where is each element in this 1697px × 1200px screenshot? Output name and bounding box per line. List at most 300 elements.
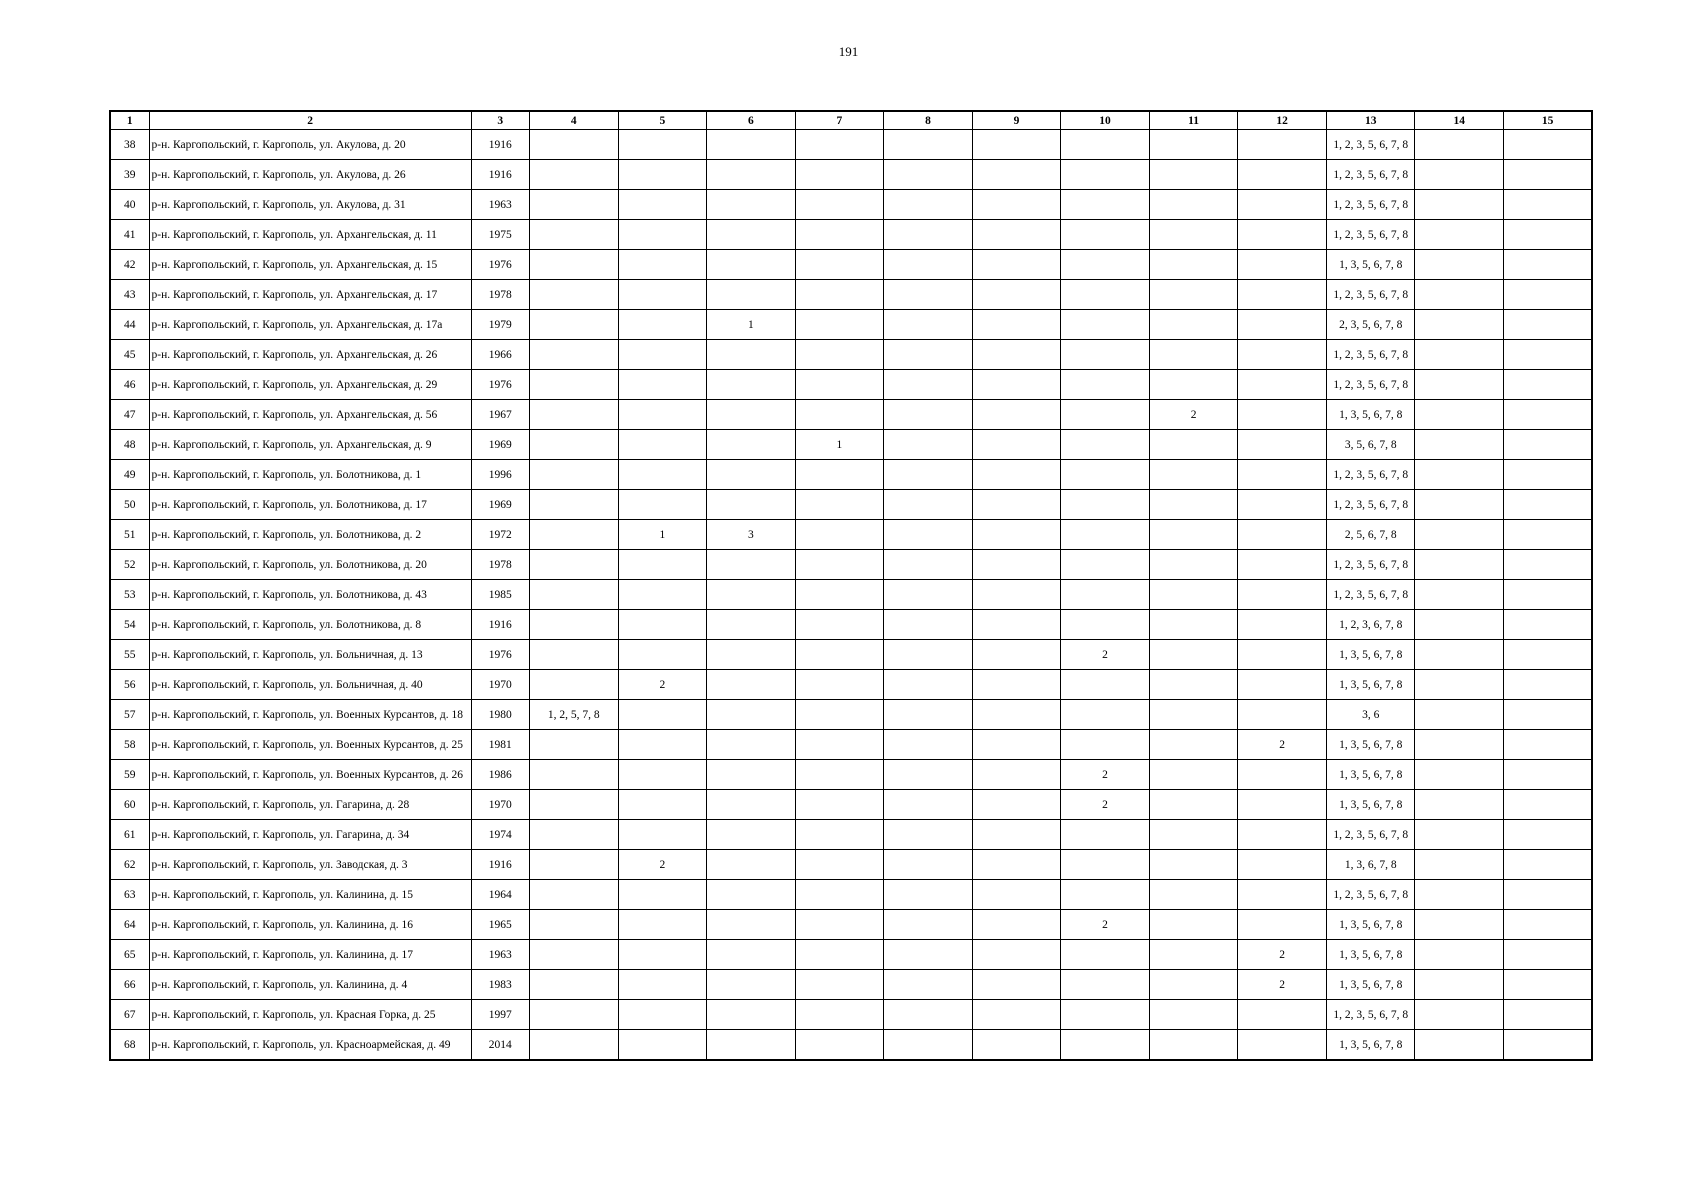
table-cell-col-14 [1415,430,1504,460]
table-cell-col-15 [1504,850,1592,880]
row-number-cell: 64 [110,910,149,940]
table-cell-col-8 [883,760,972,790]
table-cell-col-10 [1061,880,1150,910]
table-cell-col-10 [1061,820,1150,850]
year-cell: 1970 [471,790,529,820]
table-row [110,280,1592,310]
table-cell-col-12 [1238,370,1327,400]
table-row [110,910,1592,940]
year-cell: 1978 [471,550,529,580]
year-cell: 1966 [471,340,529,370]
table-cell-col-9 [972,400,1060,430]
table-cell-col-15 [1504,130,1592,160]
table-cell-col-7 [795,160,883,190]
table-cell-col-5 [618,160,706,190]
table-cell-col-12 [1238,610,1327,640]
table-cell-col-9 [972,820,1060,850]
table-cell-col-11 [1150,850,1238,880]
table-cell-col-8 [883,430,972,460]
table-cell-col-14 [1415,670,1504,700]
address-cell: р-н. Каргопольский, г. Каргополь, ул. Больничная, д. 13 [149,640,471,670]
table-cell-col-12 [1238,760,1327,790]
table-cell-col-5 [618,940,706,970]
table-cell-col-6 [706,160,795,190]
row-number-cell: 41 [110,220,149,250]
table-cell-col-5 [618,370,706,400]
table-row [110,880,1592,910]
table-cell-col-7 [795,580,883,610]
table-cell-col-15 [1504,640,1592,670]
table-cell-col-14 [1415,910,1504,940]
address-cell: р-н. Каргопольский, г. Каргополь, ул. Архангельская, д. 17а [149,310,471,340]
table-cell-col-12 [1238,910,1327,940]
table-cell-col-12 [1238,670,1327,700]
table-cell-col-9 [972,550,1060,580]
table-cell-col-8 [883,730,972,760]
table-cell-col-12: 2 [1238,970,1327,1000]
year-cell: 1972 [471,520,529,550]
year-cell: 1974 [471,820,529,850]
table-cell-col-11 [1150,130,1238,160]
table-cell-col-4 [529,370,618,400]
table-cell-col-11 [1150,880,1238,910]
table-row [110,340,1592,370]
table-cell-col-12 [1238,250,1327,280]
table-cell-col-14 [1415,370,1504,400]
table-cell-col-8 [883,700,972,730]
row-number-cell: 61 [110,820,149,850]
table-cell-col-6 [706,910,795,940]
table-cell-col-9 [972,640,1060,670]
table-cell-col-8 [883,220,972,250]
table-cell-col-7 [795,820,883,850]
table-cell-col-13: 1, 3, 5, 6, 7, 8 [1327,1030,1415,1061]
year-cell: 1996 [471,460,529,490]
table-cell-col-12 [1238,850,1327,880]
table-cell-col-8 [883,790,972,820]
table-cell-col-9 [972,940,1060,970]
table-row [110,130,1592,160]
table-cell-col-13: 1, 2, 3, 5, 6, 7, 8 [1327,820,1415,850]
table-row [110,970,1592,1000]
table-cell-col-12 [1238,190,1327,220]
table-cell-col-10 [1061,460,1150,490]
table-header-row [110,111,1592,130]
row-number-cell: 48 [110,430,149,460]
year-cell: 2014 [471,1030,529,1061]
table-cell-col-11 [1150,280,1238,310]
table-cell-col-7 [795,130,883,160]
table-cell-col-9 [972,790,1060,820]
table-cell-col-15 [1504,220,1592,250]
row-number-cell: 42 [110,250,149,280]
row-number-cell: 57 [110,700,149,730]
table-cell-col-14 [1415,940,1504,970]
table-cell-col-6 [706,550,795,580]
column-header-9: 9 [972,111,1060,130]
table-cell-col-8 [883,460,972,490]
table-cell-col-5 [618,460,706,490]
table-cell-col-9 [972,670,1060,700]
table-cell-col-8 [883,1030,972,1061]
table-cell-col-7 [795,730,883,760]
table-cell-col-6 [706,970,795,1000]
table-cell-col-12 [1238,400,1327,430]
table-cell-col-6 [706,670,795,700]
table-cell-col-10 [1061,430,1150,460]
table-cell-col-7 [795,940,883,970]
year-cell: 1979 [471,310,529,340]
table-cell-col-6 [706,430,795,460]
year-cell: 1963 [471,940,529,970]
column-header-11: 11 [1150,111,1238,130]
table-cell-col-11 [1150,730,1238,760]
table-cell-col-5 [618,190,706,220]
table-cell-col-5 [618,430,706,460]
table-cell-col-7: 1 [795,430,883,460]
table-cell-col-10 [1061,520,1150,550]
table-cell-col-10 [1061,1030,1150,1061]
table-cell-col-6 [706,1030,795,1061]
table-cell-col-13: 1, 2, 3, 5, 6, 7, 8 [1327,550,1415,580]
table-cell-col-13: 3, 5, 6, 7, 8 [1327,430,1415,460]
table-cell-col-9 [972,160,1060,190]
table-cell-col-9 [972,490,1060,520]
table-cell-col-15 [1504,940,1592,970]
table-cell-col-6 [706,1000,795,1030]
table-cell-col-6 [706,280,795,310]
address-cell: р-н. Каргопольский, г. Каргополь, ул. Акулова, д. 26 [149,160,471,190]
address-cell: р-н. Каргопольский, г. Каргополь, ул. Гагарина, д. 34 [149,820,471,850]
table-cell-col-4 [529,910,618,940]
table-cell-col-5 [618,820,706,850]
year-cell: 1970 [471,670,529,700]
table-cell-col-6 [706,250,795,280]
table-cell-col-12 [1238,310,1327,340]
table-cell-col-10: 2 [1061,640,1150,670]
table-cell-col-11 [1150,250,1238,280]
address-cell: р-н. Каргопольский, г. Каргополь, ул. Архангельская, д. 26 [149,340,471,370]
table-cell-col-13: 1, 3, 5, 6, 7, 8 [1327,250,1415,280]
table-cell-col-7 [795,250,883,280]
table-cell-col-12 [1238,550,1327,580]
row-number-cell: 68 [110,1030,149,1061]
table-cell-col-9 [972,520,1060,550]
table-cell-col-7 [795,1000,883,1030]
table-cell-col-15 [1504,520,1592,550]
table-cell-col-7 [795,280,883,310]
table-cell-col-15 [1504,550,1592,580]
row-number-cell: 62 [110,850,149,880]
table-cell-col-5 [618,1000,706,1030]
table-cell-col-10 [1061,160,1150,190]
table-cell-col-5 [618,400,706,430]
table-cell-col-6 [706,760,795,790]
table-row [110,160,1592,190]
column-header-14: 14 [1415,111,1504,130]
table-row [110,850,1592,880]
table-row [110,490,1592,520]
table-row [110,1000,1592,1030]
table-cell-col-6 [706,610,795,640]
table-cell-col-12 [1238,640,1327,670]
table-cell-col-6 [706,790,795,820]
table-cell-col-5 [618,280,706,310]
table-cell-col-15 [1504,190,1592,220]
table-cell-col-15 [1504,460,1592,490]
table-cell-col-4 [529,880,618,910]
address-cell: р-н. Каргопольский, г. Каргополь, ул. Акулова, д. 20 [149,130,471,160]
table-cell-col-8 [883,280,972,310]
table-cell-col-5 [618,490,706,520]
row-number-cell: 67 [110,1000,149,1030]
table-cell-col-4 [529,1030,618,1061]
table-cell-col-14 [1415,1030,1504,1061]
address-cell: р-н. Каргопольский, г. Каргополь, ул. Больничная, д. 40 [149,670,471,700]
table-cell-col-10 [1061,130,1150,160]
table-cell-col-13: 1, 2, 3, 5, 6, 7, 8 [1327,220,1415,250]
table-cell-col-11 [1150,580,1238,610]
table-cell-col-7 [795,490,883,520]
table-cell-col-14 [1415,820,1504,850]
column-header-12: 12 [1238,111,1327,130]
table-cell-col-4 [529,460,618,490]
table-cell-col-7 [795,970,883,1000]
column-header-1: 1 [110,111,149,130]
table-cell-col-13: 1, 2, 3, 6, 7, 8 [1327,610,1415,640]
table-cell-col-13: 2, 5, 6, 7, 8 [1327,520,1415,550]
table-cell-col-13: 1, 2, 3, 5, 6, 7, 8 [1327,880,1415,910]
table-cell-col-10 [1061,610,1150,640]
table-cell-col-12 [1238,430,1327,460]
address-cell: р-н. Каргопольский, г. Каргополь, ул. Болотникова, д. 20 [149,550,471,580]
column-header-4: 4 [529,111,618,130]
row-number-cell: 55 [110,640,149,670]
row-number-cell: 51 [110,520,149,550]
table-cell-col-6 [706,340,795,370]
table-cell-col-12 [1238,1030,1327,1061]
table-cell-col-8 [883,490,972,520]
table-cell-col-15 [1504,610,1592,640]
table-cell-col-6 [706,580,795,610]
table-cell-col-10: 2 [1061,790,1150,820]
table-cell-col-15 [1504,580,1592,610]
table-cell-col-6 [706,490,795,520]
table-cell-col-5 [618,700,706,730]
table-cell-col-12 [1238,1000,1327,1030]
table-cell-col-10: 2 [1061,910,1150,940]
table-cell-col-15 [1504,790,1592,820]
table-cell-col-11 [1150,340,1238,370]
column-header-5: 5 [618,111,706,130]
address-cell: р-н. Каргопольский, г. Каргополь, ул. Калинина, д. 17 [149,940,471,970]
table-cell-col-6 [706,700,795,730]
table-cell-col-8 [883,250,972,280]
table-row [110,400,1592,430]
table-cell-col-8 [883,670,972,700]
table-cell-col-15 [1504,160,1592,190]
table-row [110,370,1592,400]
table-cell-col-14 [1415,250,1504,280]
table-cell-col-7 [795,370,883,400]
table-cell-col-6 [706,880,795,910]
table-cell-col-10 [1061,850,1150,880]
table-cell-col-12 [1238,880,1327,910]
table-cell-col-12 [1238,340,1327,370]
table-cell-col-14 [1415,520,1504,550]
table-cell-col-6 [706,640,795,670]
address-cell: р-н. Каргопольский, г. Каргополь, ул. Болотникова, д. 17 [149,490,471,520]
table-cell-col-14 [1415,550,1504,580]
row-number-cell: 56 [110,670,149,700]
address-cell: р-н. Каргопольский, г. Каргополь, ул. Гагарина, д. 28 [149,790,471,820]
table-cell-col-8 [883,130,972,160]
table-cell-col-4 [529,610,618,640]
table-cell-col-5 [618,250,706,280]
table-cell-col-12 [1238,490,1327,520]
table-cell-col-6: 3 [706,520,795,550]
table-cell-col-12 [1238,820,1327,850]
table-cell-col-12 [1238,580,1327,610]
table-cell-col-10 [1061,1000,1150,1030]
table-cell-col-10 [1061,190,1150,220]
table-row [110,550,1592,580]
table-cell-col-14 [1415,460,1504,490]
table-cell-col-9 [972,190,1060,220]
table-cell-col-6 [706,850,795,880]
table-cell-col-9 [972,220,1060,250]
table-cell-col-9 [972,370,1060,400]
table-cell-col-14 [1415,880,1504,910]
address-cell: р-н. Каргопольский, г. Каргополь, ул. Архангельская, д. 9 [149,430,471,460]
column-header-2: 2 [149,111,471,130]
table-cell-col-12: 2 [1238,940,1327,970]
table-cell-col-8 [883,880,972,910]
table-cell-col-15 [1504,430,1592,460]
year-cell: 1997 [471,1000,529,1030]
table-cell-col-5 [618,970,706,1000]
table-row [110,790,1592,820]
table-cell-col-5 [618,790,706,820]
table-cell-col-13: 1, 2, 3, 5, 6, 7, 8 [1327,280,1415,310]
row-number-cell: 47 [110,400,149,430]
column-header-6: 6 [706,111,795,130]
table-row [110,520,1592,550]
address-cell: р-н. Каргопольский, г. Каргополь, ул. Архангельская, д. 56 [149,400,471,430]
table-cell-col-4 [529,490,618,520]
table-cell-col-6 [706,370,795,400]
year-cell: 1916 [471,160,529,190]
table-row [110,430,1592,460]
table-cell-col-14 [1415,790,1504,820]
table-cell-col-14 [1415,400,1504,430]
table-row [110,610,1592,640]
year-cell: 1969 [471,490,529,520]
row-number-cell: 46 [110,370,149,400]
table-cell-col-8 [883,550,972,580]
table-cell-col-9 [972,250,1060,280]
table-cell-col-13: 1, 3, 5, 6, 7, 8 [1327,790,1415,820]
table-cell-col-7 [795,340,883,370]
table-cell-col-8 [883,640,972,670]
table-cell-col-4 [529,430,618,460]
address-cell: р-н. Каргопольский, г. Каргополь, ул. Калинина, д. 15 [149,880,471,910]
row-number-cell: 43 [110,280,149,310]
address-cell: р-н. Каргопольский, г. Каргополь, ул. Военных Курсантов, д. 18 [149,700,471,730]
table-cell-col-5 [618,760,706,790]
table-row [110,190,1592,220]
table-cell-col-14 [1415,340,1504,370]
address-cell: р-н. Каргопольский, г. Каргополь, ул. Красная Горка, д. 25 [149,1000,471,1030]
table-cell-col-4 [529,820,618,850]
table-cell-col-9 [972,760,1060,790]
table-cell-col-11: 2 [1150,400,1238,430]
table-cell-col-5 [618,640,706,670]
table-cell-col-10 [1061,370,1150,400]
year-cell: 1916 [471,850,529,880]
table-row [110,580,1592,610]
table-cell-col-5 [618,580,706,610]
table-row [110,640,1592,670]
year-cell: 1976 [471,250,529,280]
table-cell-col-15 [1504,820,1592,850]
table-cell-col-7 [795,310,883,340]
table-cell-col-14 [1415,130,1504,160]
table-cell-col-11 [1150,760,1238,790]
table-cell-col-9 [972,580,1060,610]
page-number: 191 [838,44,859,59]
table-cell-col-15 [1504,340,1592,370]
row-number-cell: 40 [110,190,149,220]
table-cell-col-8 [883,520,972,550]
table-cell-col-7 [795,760,883,790]
table-cell-col-7 [795,190,883,220]
table-cell-col-15 [1504,670,1592,700]
table-cell-col-11 [1150,610,1238,640]
table-cell-col-14 [1415,610,1504,640]
row-number-cell: 52 [110,550,149,580]
table-cell-col-11 [1150,640,1238,670]
table-cell-col-7 [795,610,883,640]
table-cell-col-14 [1415,490,1504,520]
table-cell-col-8 [883,910,972,940]
table-cell-col-8 [883,190,972,220]
table-cell-col-8 [883,580,972,610]
address-cell: р-н. Каргопольский, г. Каргополь, ул. Болотникова, д. 1 [149,460,471,490]
table-cell-col-13: 1, 2, 3, 5, 6, 7, 8 [1327,160,1415,190]
table-cell-col-13: 1, 2, 3, 5, 6, 7, 8 [1327,490,1415,520]
address-cell: р-н. Каргопольский, г. Каргополь, ул. Болотникова, д. 43 [149,580,471,610]
table-cell-col-6 [706,220,795,250]
table-cell-col-9 [972,130,1060,160]
table-cell-col-10 [1061,220,1150,250]
table-cell-col-14 [1415,700,1504,730]
table-cell-col-7 [795,220,883,250]
table-row [110,310,1592,340]
table-cell-col-8 [883,850,972,880]
address-cell: р-н. Каргопольский, г. Каргополь, ул. Калинина, д. 16 [149,910,471,940]
table-cell-col-10 [1061,250,1150,280]
table-cell-col-15 [1504,280,1592,310]
table-cell-col-11 [1150,370,1238,400]
table-cell-col-13: 1, 3, 5, 6, 7, 8 [1327,910,1415,940]
year-cell: 1975 [471,220,529,250]
year-cell: 1964 [471,880,529,910]
table-cell-col-9 [972,1030,1060,1061]
year-cell: 1976 [471,640,529,670]
row-number-cell: 38 [110,130,149,160]
table-cell-col-12 [1238,280,1327,310]
